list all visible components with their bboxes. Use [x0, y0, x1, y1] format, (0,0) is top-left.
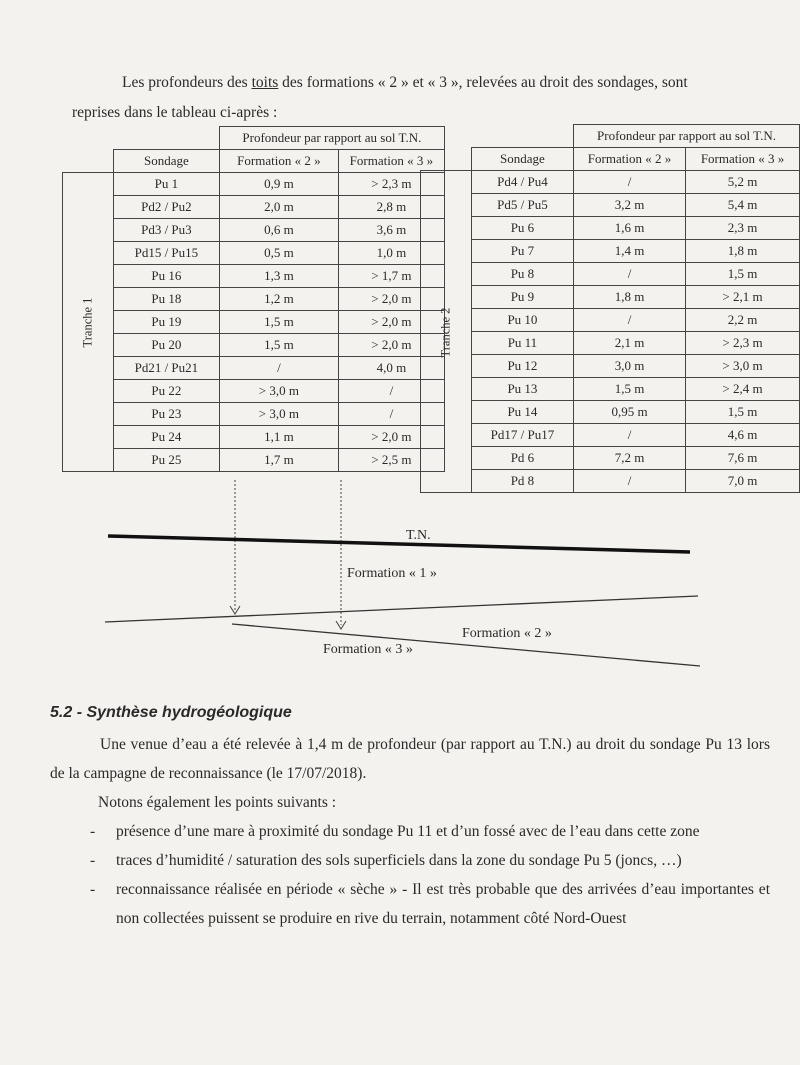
cell-sondage: Pd15 / Pu15 — [113, 242, 219, 265]
table-row — [421, 424, 800, 447]
cell-sondage: Pu 8 — [471, 263, 573, 286]
paragraph-water-inflow: Une venue d’eau a été relevée à 1,4 m de profondeur (par rapport au T.N.) au droit du sondage Pu 13 lors de la campagne de reconnaissance (le 17/07/2018). — [50, 736, 770, 782]
cell-formation-3: > 3,0 m — [686, 355, 800, 378]
bullet-dash: - — [90, 823, 96, 840]
table-row — [421, 217, 800, 240]
cell-sondage: Pu 19 — [113, 311, 219, 334]
cell-formation-3: > 2,5 m — [338, 449, 444, 472]
table-row — [63, 449, 445, 472]
formation-3-label: Formation « 3 » — [323, 642, 413, 657]
cell-formation-3: 1,8 m — [686, 240, 800, 263]
header-formation-3: Formation « 3 » — [686, 148, 800, 171]
cell-formation-3: 7,0 m — [686, 470, 800, 493]
cell-sondage: Pu 13 — [471, 378, 573, 401]
formation-2-label: Formation « 2 » — [462, 626, 552, 641]
table-row — [421, 286, 800, 309]
cell-formation-3: 5,2 m — [686, 171, 800, 194]
formation-2-top-line — [105, 596, 698, 622]
cell-formation-2: 1,3 m — [219, 265, 338, 288]
cell-formation-2: / — [573, 424, 685, 447]
cell-sondage: Pu 18 — [113, 288, 219, 311]
cell-sondage: Pd 8 — [471, 470, 573, 493]
list-item-text: reconnaissance réalisée en période « sèche » - Il est très probable que des arrivées d’eau importantes et non collectées puissent se produire en rive du terrain, notamment côté Nord-Ouest — [116, 881, 770, 927]
notes-list — [50, 817, 770, 933]
cell-formation-3: > 2,0 m — [338, 288, 444, 311]
cell-formation-2: 1,6 m — [573, 217, 685, 240]
bullet-dash: - — [90, 852, 96, 869]
table-row — [421, 355, 800, 378]
header-depth-group: Profondeur par rapport au sol T.N. — [573, 125, 799, 148]
cell-sondage: Pu 12 — [471, 355, 573, 378]
cell-formation-2: 2,0 m — [219, 196, 338, 219]
cell-formation-3: / — [338, 380, 444, 403]
table-row — [63, 265, 445, 288]
depth-table-tranche-2 — [420, 124, 800, 493]
intro-line-1 — [72, 68, 772, 98]
table-row — [63, 426, 445, 449]
blank-cell — [63, 127, 114, 150]
cell-formation-2: 7,2 m — [573, 447, 685, 470]
cell-formation-2: 3,0 m — [573, 355, 685, 378]
table-header-group-row — [63, 127, 445, 150]
table-row — [421, 171, 800, 194]
table-row — [63, 173, 445, 196]
table-header-row — [63, 150, 445, 173]
cell-formation-3: > 2,3 m — [686, 332, 800, 355]
cell-formation-2: 1,4 m — [573, 240, 685, 263]
bullet-dash: - — [90, 881, 96, 898]
cell-formation-2: 1,5 m — [219, 311, 338, 334]
cell-formation-2: 0,95 m — [573, 401, 685, 424]
cell-formation-2: 1,5 m — [219, 334, 338, 357]
table-header-row — [421, 148, 800, 171]
cell-sondage: Pu 7 — [471, 240, 573, 263]
cell-formation-2: > 3,0 m — [219, 380, 338, 403]
table-row — [63, 288, 445, 311]
depth-table-1-body — [63, 127, 445, 472]
cell-formation-2: 0,5 m — [219, 242, 338, 265]
depth-table-tranche-1 — [62, 126, 445, 472]
tn-line — [108, 536, 690, 552]
cell-sondage: Pu 20 — [113, 334, 219, 357]
cell-formation-3: > 2,3 m — [338, 173, 444, 196]
cell-formation-3: 7,6 m — [686, 447, 800, 470]
cell-sondage: Pu 6 — [471, 217, 573, 240]
cell-formation-3: 1,5 m — [686, 263, 800, 286]
cell-sondage: Pu 14 — [471, 401, 573, 424]
table-row — [63, 380, 445, 403]
cell-sondage: Pu 23 — [113, 403, 219, 426]
list-item — [50, 846, 770, 875]
table-row — [63, 357, 445, 380]
header-formation-2: Formation « 2 » — [573, 148, 685, 171]
cell-formation-2: 0,9 m — [219, 173, 338, 196]
paragraph-notes-intro: Notons également les points suivants : — [98, 794, 337, 811]
cell-sondage: Pd2 / Pu2 — [113, 196, 219, 219]
cell-formation-2: / — [573, 263, 685, 286]
cell-formation-2: 2,1 m — [573, 332, 685, 355]
tranche-cell — [421, 171, 472, 493]
table-row — [63, 311, 445, 334]
cell-sondage: Pu 22 — [113, 380, 219, 403]
cell-sondage: Pd3 / Pu3 — [113, 219, 219, 242]
blank-cell — [421, 125, 472, 148]
cell-formation-3: 4,0 m — [338, 357, 444, 380]
cell-formation-2: / — [573, 309, 685, 332]
tranche-cell — [63, 173, 114, 472]
cell-formation-3: 5,4 m — [686, 194, 800, 217]
tranche-label: Tranche 1 — [80, 297, 95, 348]
header-formation-2: Formation « 2 » — [219, 150, 338, 173]
list-item-text: traces d’humidité / saturation des sols superficiels dans la zone du sondage Pu 5 (joncs, …) — [116, 852, 682, 869]
cell-formation-3: 4,6 m — [686, 424, 800, 447]
depth-table-2-body — [421, 125, 800, 493]
cell-formation-3: > 2,1 m — [686, 286, 800, 309]
header-sondage: Sondage — [113, 150, 219, 173]
cell-formation-3: > 2,0 m — [338, 334, 444, 357]
intro-underlined-word: toits — [251, 74, 279, 91]
cell-sondage: Pu 10 — [471, 309, 573, 332]
cell-sondage: Pu 16 — [113, 265, 219, 288]
blank-cell — [421, 148, 472, 171]
cell-formation-2: 1,8 m — [573, 286, 685, 309]
cell-sondage: Pu 24 — [113, 426, 219, 449]
table-row — [63, 334, 445, 357]
intro-line-2: reprises dans le tableau ci-après : — [72, 104, 278, 121]
list-item — [50, 817, 770, 846]
list-item — [50, 875, 770, 933]
tn-label: T.N. — [406, 528, 431, 543]
table-header-group-row — [421, 125, 800, 148]
blank-cell — [63, 150, 114, 173]
cell-sondage: Pu 25 — [113, 449, 219, 472]
cell-formation-2: 1,2 m — [219, 288, 338, 311]
cell-formation-2: / — [219, 357, 338, 380]
cell-formation-3: 2,2 m — [686, 309, 800, 332]
header-depth-group: Profondeur par rapport au sol T.N. — [219, 127, 444, 150]
cell-formation-3: > 2,0 m — [338, 426, 444, 449]
cell-formation-2: 1,5 m — [573, 378, 685, 401]
cell-formation-3: > 1,7 m — [338, 265, 444, 288]
cell-formation-3: 2,8 m — [338, 196, 444, 219]
intro-text-b: des formations « 2 » et « 3 », relevées au droit des sondages, sont — [278, 74, 688, 91]
table-row — [63, 242, 445, 265]
cell-sondage: Pd4 / Pu4 — [471, 171, 573, 194]
cell-sondage: Pu 1 — [113, 173, 219, 196]
list-item-text: présence d’une mare à proximité du sondage Pu 11 et d’un fossé avec de l’eau dans cette zone — [116, 823, 700, 840]
cell-sondage: Pu 9 — [471, 286, 573, 309]
table-row — [421, 378, 800, 401]
cell-formation-3: 1,0 m — [338, 242, 444, 265]
table-row — [421, 447, 800, 470]
table-row — [421, 401, 800, 424]
section-title: 5.2 - Synthèse hydrogéologique — [50, 704, 292, 721]
cell-formation-3: > 2,0 m — [338, 311, 444, 334]
cell-sondage: Pu 11 — [471, 332, 573, 355]
cell-formation-2: / — [573, 470, 685, 493]
cell-formation-2: 1,1 m — [219, 426, 338, 449]
blank-cell — [471, 125, 573, 148]
table-row — [63, 219, 445, 242]
table-row — [421, 194, 800, 217]
blank-cell — [113, 127, 219, 150]
cell-formation-2: / — [573, 171, 685, 194]
tranche-label: Tranche 2 — [438, 307, 453, 357]
cell-formation-3: > 2,4 m — [686, 378, 800, 401]
cell-formation-3: 3,6 m — [338, 219, 444, 242]
cell-formation-3: 1,5 m — [686, 401, 800, 424]
cell-sondage: Pd5 / Pu5 — [471, 194, 573, 217]
cell-sondage: Pd17 / Pu17 — [471, 424, 573, 447]
table-row — [63, 196, 445, 219]
cell-formation-2: > 3,0 m — [219, 403, 338, 426]
header-formation-3: Formation « 3 » — [338, 150, 444, 173]
cell-formation-2: 1,7 m — [219, 449, 338, 472]
intro-paragraph — [72, 68, 772, 128]
formation-1-label: Formation « 1 » — [347, 566, 437, 581]
cell-formation-2: 0,6 m — [219, 219, 338, 242]
cell-sondage: Pd 6 — [471, 447, 573, 470]
table-row — [63, 403, 445, 426]
table-row — [421, 240, 800, 263]
intro-text-a: Les profondeurs des — [122, 74, 252, 91]
section-body — [50, 730, 770, 933]
cell-sondage: Pd21 / Pu21 — [113, 357, 219, 380]
table-row — [421, 263, 800, 286]
cell-formation-3: 2,3 m — [686, 217, 800, 240]
table-row — [421, 332, 800, 355]
header-sondage: Sondage — [471, 148, 573, 171]
cell-formation-3: / — [338, 403, 444, 426]
table-row — [421, 309, 800, 332]
cell-formation-2: 3,2 m — [573, 194, 685, 217]
